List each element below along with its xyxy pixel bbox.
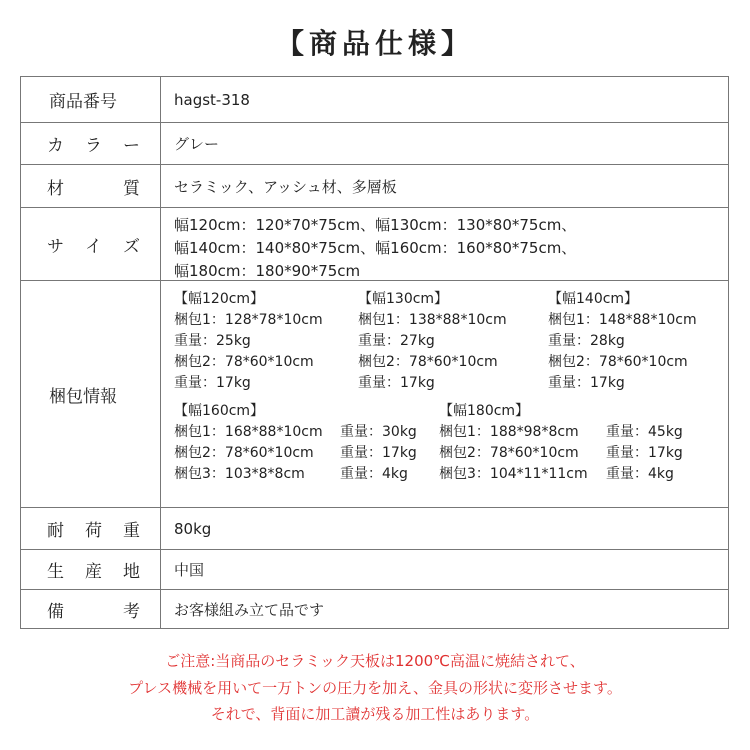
value-color: グレー [174, 135, 220, 153]
pack-line: 梱包2：78*60*10cm [439, 445, 579, 461]
weight-line: 重量：4kg [606, 466, 674, 482]
pack-line: 梱包2：78*60*10cm [174, 354, 314, 370]
weight-line: 重量：17kg [174, 375, 251, 391]
value-material: セラミック、アッシュ材、多層板 [174, 177, 397, 196]
pack-line: 梱包1：138*88*10cm [358, 312, 507, 328]
value-load: 80kg [174, 519, 212, 538]
notice-line: ご注意:当商品のセラミック天板は1200℃高温に焼結されて、 [165, 652, 585, 670]
pack-line: 梱包1：168*88*10cm [174, 424, 323, 440]
pack-group-w160 [174, 401, 323, 485]
row-color [21, 123, 728, 165]
pack-group-w130 [358, 289, 507, 394]
label-packaging: 梱包情報 [49, 386, 117, 407]
weight-line: 重量：27kg [358, 333, 435, 349]
size-line: 幅140cm：140*80*75cm、幅160cm：160*80*75cm、 [174, 239, 577, 257]
weight-line: 重量：4kg [340, 466, 408, 482]
row-packaging [21, 281, 728, 508]
pack-header: 【幅180cm】 [439, 403, 530, 419]
spec-table [20, 76, 729, 629]
value-size [174, 208, 718, 286]
row-product-number [21, 77, 728, 123]
weight-line: 重量：17kg [606, 445, 683, 461]
pack-group-w140 [548, 289, 697, 394]
weight-line: 重量：25kg [174, 333, 251, 349]
pack-header: 【幅120cm】 [174, 291, 265, 307]
weight-line: 重量：17kg [340, 445, 417, 461]
weight-line: 重量：17kg [548, 375, 625, 391]
pack-line: 梱包1：128*78*10cm [174, 312, 323, 328]
pack-line: 梱包2：78*60*10cm [548, 354, 688, 370]
label-product-number: 商品番号 [49, 92, 117, 112]
pack-line: 梱包2：78*60*10cm [174, 445, 314, 461]
packaging-info [174, 281, 728, 507]
pack-group-w180 [439, 401, 588, 485]
value-remarks: お客様組み立て品です [174, 600, 325, 619]
pack-line: 梱包1：148*88*10cm [548, 312, 697, 328]
page-title: 【商品仕様】 [275, 27, 474, 60]
pack-line: 梱包3：103*8*8cm [174, 466, 305, 482]
row-remarks [21, 590, 728, 628]
label-load: 耐 荷 重 [47, 521, 142, 541]
pack-header: 【幅130cm】 [358, 291, 449, 307]
pack-group-w120 [174, 289, 323, 394]
pack-group-w180-weights [606, 422, 683, 485]
row-origin [21, 550, 728, 590]
pack-header: 【幅140cm】 [548, 291, 639, 307]
value-product-number: hagst-318 [174, 90, 250, 109]
pack-header: 【幅160cm】 [174, 403, 265, 419]
notice-line: それで、背面に加工讀が残る加工性はあります。 [210, 705, 540, 723]
weight-line: 重量：28kg [548, 333, 625, 349]
weight-line: 重量：30kg [340, 424, 417, 440]
label-material: 材 質 [47, 178, 142, 199]
label-color: カ ラ ー [47, 136, 142, 156]
label-remarks: 備 考 [47, 601, 142, 622]
pack-line: 梱包2：78*60*10cm [358, 354, 498, 370]
row-load [21, 508, 728, 550]
value-origin: 中国 [174, 561, 205, 579]
label-size: サ イ ズ [47, 236, 142, 257]
notice-line: プレス機械を用いて一万トンの圧力を加え、金具の形状に変形させます。 [128, 679, 622, 697]
size-line: 幅120cm：120*70*75cm、幅130cm：130*80*75cm、 [174, 216, 577, 234]
pack-line: 梱包3：104*11*11cm [439, 466, 588, 482]
row-material [21, 165, 728, 208]
pack-line: 梱包1：188*98*8cm [439, 424, 579, 440]
size-line: 幅180cm：180*90*75cm [174, 262, 361, 280]
pack-group-w160-weights [340, 422, 417, 485]
row-size [21, 208, 728, 281]
weight-line: 重量：45kg [606, 424, 683, 440]
label-origin: 生 産 地 [47, 562, 142, 582]
weight-line: 重量：17kg [358, 375, 435, 391]
